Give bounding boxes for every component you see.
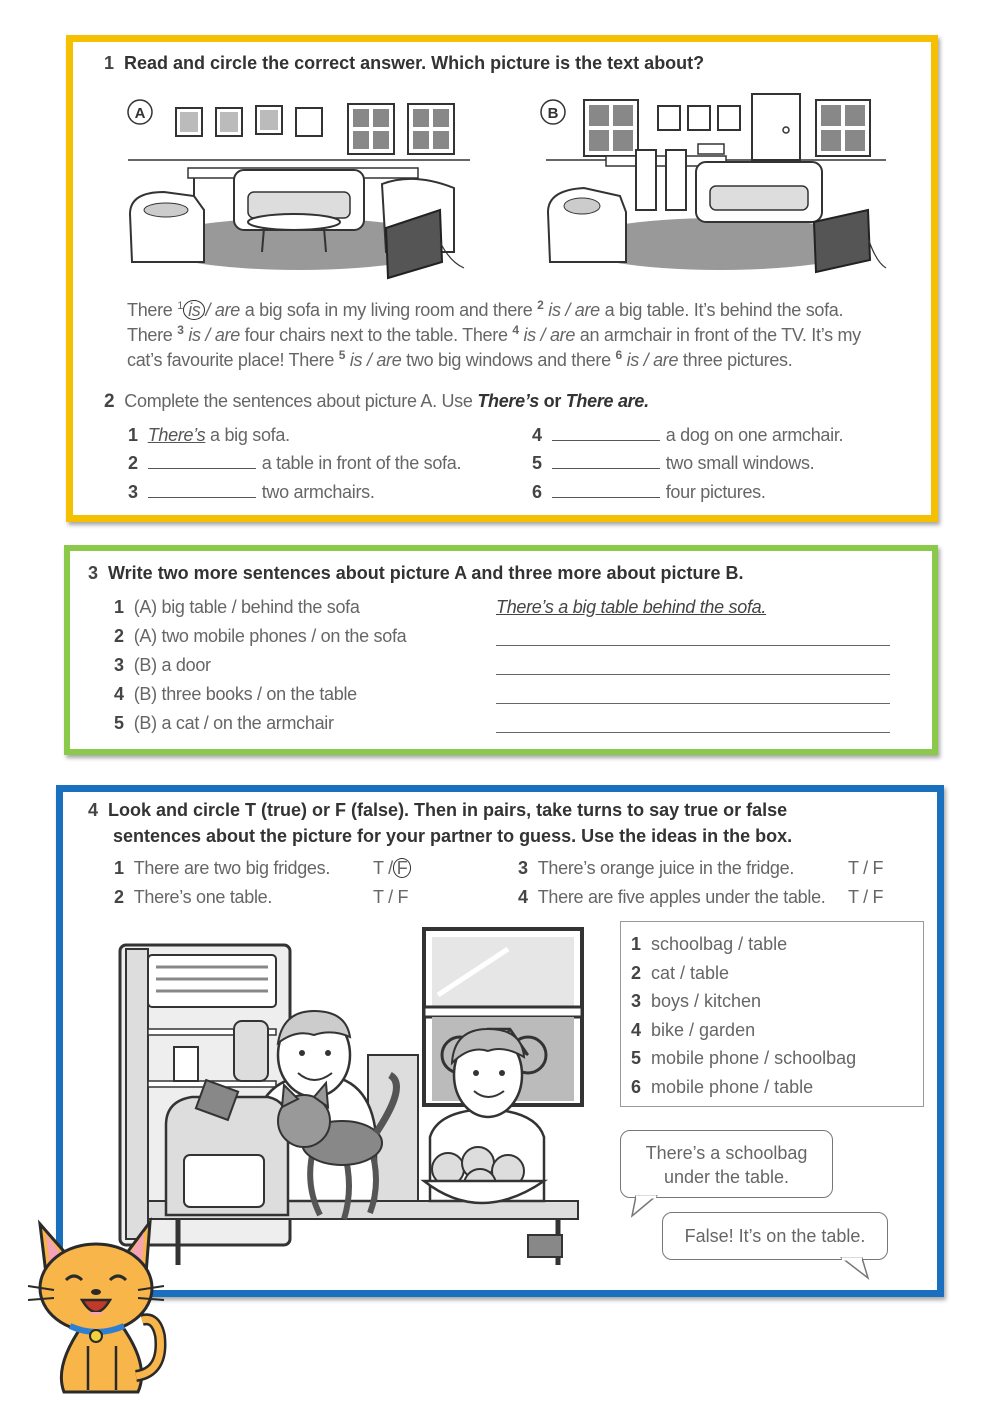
- speech-bubble-1: There’s a schoolbag under the table.: [620, 1130, 833, 1198]
- ex1-paragraph-line-2: There $^3$ is / are four chairs next to the table. There $^4$ is / are an armchair in front of the TV. It’s my: [127, 323, 861, 345]
- ex3-answer-line-5[interactable]: [496, 732, 890, 733]
- ex2-item-5: 5 two small windows.: [532, 453, 815, 473]
- ex2-blank-5[interactable]: [552, 454, 660, 469]
- ex3-heading: 3 Write two more sentences about picture A and three more about picture B.: [88, 563, 744, 583]
- ex4-tf-4[interactable]: T / F: [848, 887, 884, 907]
- ex2-item-1: 1 There’s a big sofa.: [128, 425, 290, 445]
- ex2-blank-3[interactable]: [148, 483, 256, 498]
- ex4-heading-line-1: 4 Look and circle T (true) or F (false). Then in pairs, take turns to say true or false: [88, 800, 788, 820]
- circled-answer[interactable]: is: [183, 300, 205, 320]
- ideas-box: [620, 921, 924, 1107]
- idea-3: 3 boys / kitchen: [631, 991, 762, 1011]
- option-6[interactable]: is / are: [626, 350, 679, 370]
- idea-5: 5 mobile phone / schoolbag: [631, 1048, 857, 1068]
- ex1-paragraph-line-3: cat’s favourite place! There $^5$ is / are two big windows and there $^6$ is / are three pictures.: [127, 348, 793, 370]
- bubble-2-tail: [838, 1256, 874, 1282]
- ex2-answer-1[interactable]: There’s: [147, 425, 206, 445]
- ex3-answer-line-2[interactable]: [496, 645, 890, 646]
- picture-b-living-room: [540, 92, 890, 282]
- ex1-paragraph-line-1: There $^1$ is / are a big sofa in my living room and there $^2$ is / are a big table. It’s behind the sofa.: [127, 298, 844, 320]
- ex4-item-1: 1 There are two big fridges.: [114, 858, 331, 878]
- option-2[interactable]: is / are: [548, 300, 600, 320]
- ex3-item-3: 3 (B) a door: [114, 655, 211, 675]
- kitchen-picture: [108, 925, 598, 1275]
- picture-b-label: B: [547, 105, 559, 122]
- ex4-tf-1[interactable]: T / F: [373, 858, 411, 879]
- ex1-heading: 1 Read and circle the correct answer. Which picture is the text about?: [104, 53, 705, 73]
- picture-a-living-room: [124, 92, 474, 282]
- idea-4: 4 bike / garden: [631, 1020, 756, 1040]
- ex2-item-4: 4 a dog on one armchair.: [532, 425, 844, 445]
- option-4[interactable]: is / are: [523, 325, 576, 345]
- ex3-item-1: 1 (A) big table / behind the sofa: [114, 597, 360, 617]
- option-5[interactable]: is / are: [349, 350, 402, 370]
- ex3-answer-1[interactable]: There’s a big table behind the sofa.: [496, 597, 767, 617]
- cartoon-cat-mascot: [24, 1216, 170, 1396]
- ex4-tf-2[interactable]: T / F: [373, 887, 409, 907]
- ex2-item-2: 2 a table in front of the sofa.: [128, 453, 462, 473]
- ex4-tf-3[interactable]: T / F: [848, 858, 884, 878]
- ex2-item-3: 3 two armchairs.: [128, 482, 375, 502]
- ex2-heading: 2 Complete the sentences about picture A. Use There’s or There are.: [104, 391, 649, 412]
- ex2-blank-6[interactable]: [552, 483, 660, 498]
- option-3[interactable]: is / are: [188, 325, 240, 345]
- ex3-item-5: 5 (B) a cat / on the armchair: [114, 713, 334, 733]
- ex4-item-3: 3 There’s orange juice in the fridge.: [518, 858, 795, 878]
- idea-1: 1 schoolbag / table: [631, 934, 788, 954]
- ex4-item-2: 2 There’s one table.: [114, 887, 273, 907]
- ex4-item-4: 4 There are five apples under the table.: [518, 887, 826, 907]
- circled-f[interactable]: F: [393, 858, 412, 878]
- speech-bubble-2: False! It’s on the table.: [662, 1212, 888, 1260]
- ex4-heading-line-2: sentences about the picture for your partner to guess. Use the ideas in the box.: [113, 826, 793, 846]
- picture-a-label: A: [134, 105, 146, 122]
- ex3-item-2: 2 (A) two mobile phones / on the sofa: [114, 626, 407, 646]
- ex2-blank-2[interactable]: [148, 454, 256, 469]
- ex3-answer-line-3[interactable]: [496, 674, 890, 675]
- ex3-answer-line-4[interactable]: [496, 703, 890, 704]
- idea-2: 2 cat / table: [631, 963, 730, 983]
- ex2-blank-4[interactable]: [552, 426, 660, 441]
- bubble-1-tail: [626, 1194, 666, 1220]
- ex2-item-6: 6 four pictures.: [532, 482, 766, 502]
- ex3-item-4: 4 (B) three books / on the table: [114, 684, 357, 704]
- idea-6: 6 mobile phone / table: [631, 1077, 814, 1097]
